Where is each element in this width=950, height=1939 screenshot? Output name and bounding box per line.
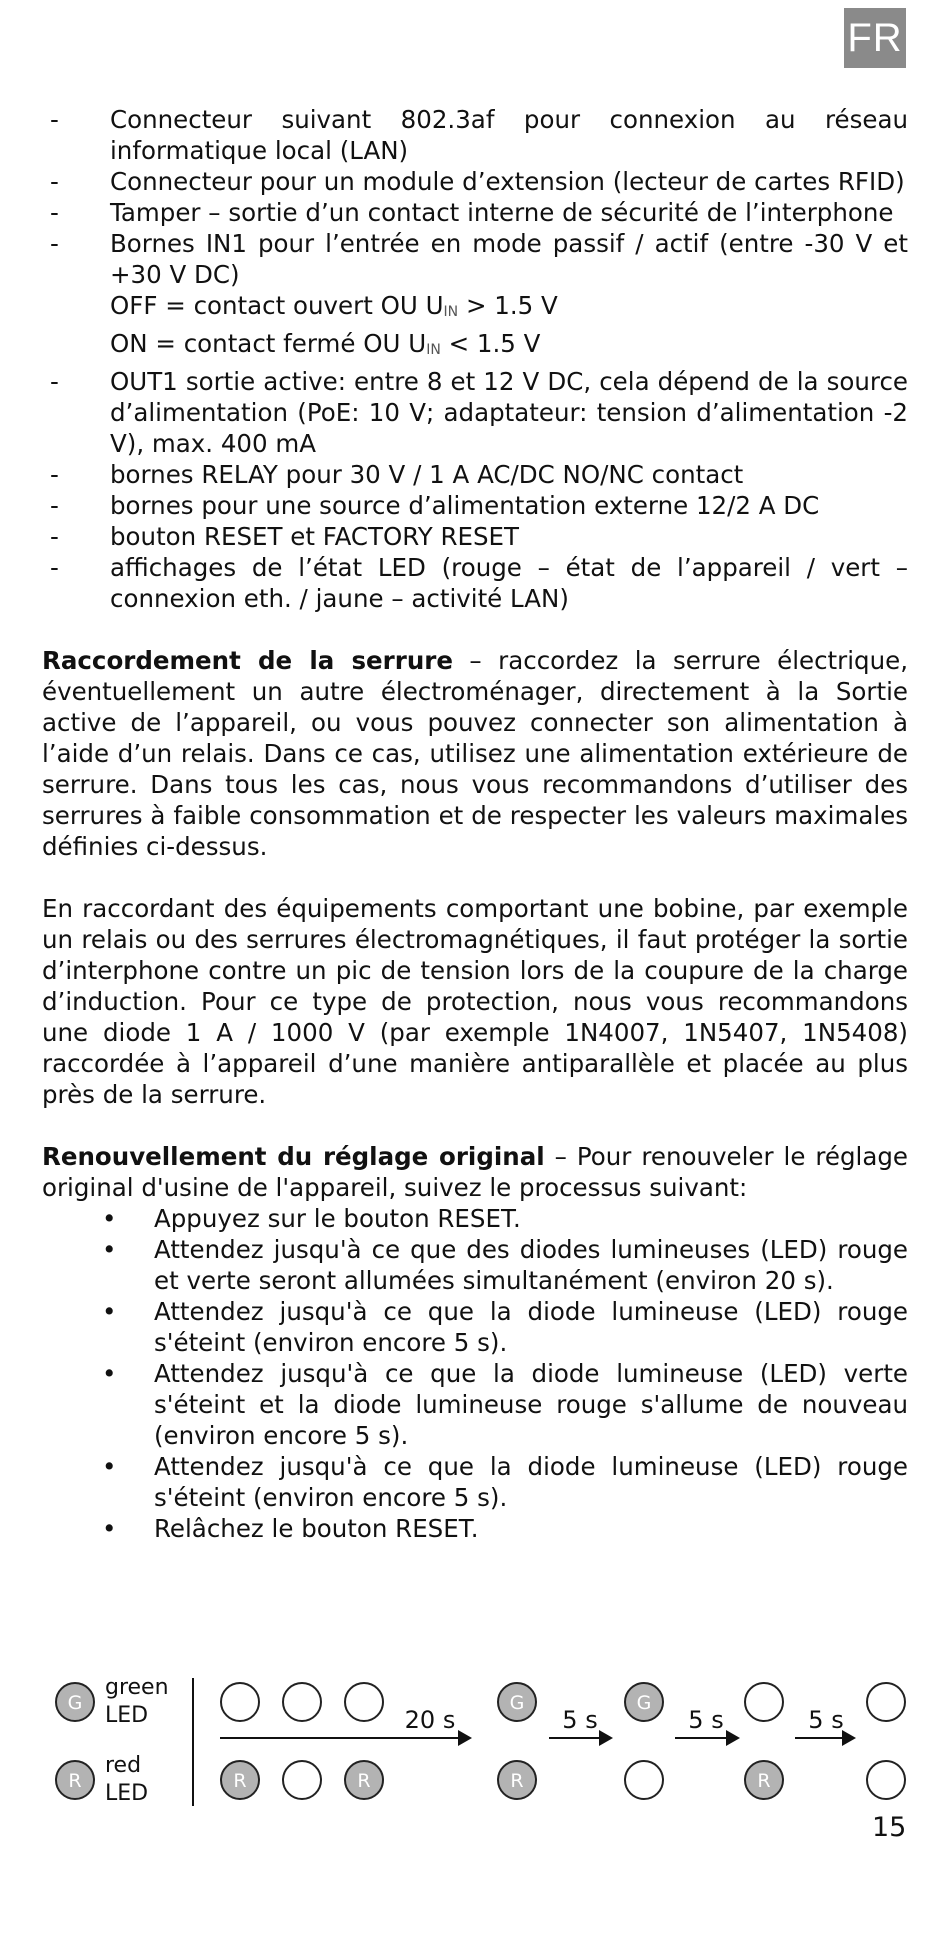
feature-text: affichages de l’état LED (rouge – état de l’appareil / vert – connexion eth. / jaune – activité LAN): [110, 553, 908, 613]
interval-label: 5 s: [688, 1706, 724, 1734]
threshold-post: < 1.5 V: [440, 329, 541, 358]
dash-marker: -: [50, 553, 59, 582]
legend-red-label: red: [105, 1753, 142, 1778]
bullet-marker: •: [102, 1297, 117, 1326]
reset-intro: – Pour renouveler le réglage original d'usine de l'appareil, suivez le processus suivant:: [42, 1142, 908, 1202]
reset-step-text: Attendez jusqu'à ce que des diodes lumineuses (LED) rouge et verte seront allumées simultanément (environ 20 s).: [154, 1235, 908, 1295]
coil-paragraph: En raccordant des équipements comportant une bobine, par exemple un relais ou des serrures électromagnétiques, il faut protéger la sortie d’interphone contre un pic de tension lors de la coupure de la charge d’induction. Pour ce type de protection, nous vous recommandons une diode 1 A / 1000 V (par exemple 1N4007, 1N5407, 1N5408) raccordée à l’appareil d’une manière antiparallèle et placée au plus près de la serrure.: [42, 894, 908, 1109]
feature-text: Connecteur pour un module d’extension (lecteur de cartes RFID): [110, 167, 905, 196]
reset-step: [98, 1203, 908, 1234]
threshold-post: > 1.5 V: [458, 291, 558, 320]
reset-step: [98, 1451, 908, 1513]
reset-step: [98, 1234, 908, 1296]
arrow-head: [599, 1730, 613, 1746]
feature-text: Connecteur suivant 802.3af pour connexion au réseau informatique local (LAN): [110, 105, 908, 165]
page-content: [42, 104, 908, 1544]
bullet-marker: •: [102, 1514, 117, 1543]
threshold-line: [110, 290, 908, 328]
feature-text: OUT1 sortie active: entre 8 et 12 V DC, cela dépend de la source d’alimentation (PoE: 10 V; adaptateur: tension d’alimentation -2 V), max. 400 mA: [110, 367, 908, 458]
reset-step-text: Relâchez le bouton RESET.: [154, 1514, 479, 1543]
led-symbol: R: [757, 1770, 771, 1792]
reset-step-text: Attendez jusqu'à ce que la diode lumineuse (LED) rouge s'éteint (environ encore 5 s).: [154, 1297, 908, 1357]
led-off: [745, 1683, 783, 1721]
reset-step-text: Attendez jusqu'à ce que la diode lumineuse (LED) verte s'éteint et la diode lumineuse rouge s'allume de nouveau (environ encore 5 s).: [154, 1359, 908, 1450]
feature-item: [42, 104, 908, 166]
threshold-line: [110, 328, 908, 366]
reset-step: [98, 1513, 908, 1544]
arrow-head: [458, 1730, 472, 1746]
dash-marker: -: [50, 460, 59, 489]
bullet-marker: •: [102, 1235, 117, 1264]
led-off: [221, 1683, 259, 1721]
led-symbol: G: [67, 1692, 83, 1714]
feature-item: [42, 521, 908, 552]
led-off: [867, 1683, 905, 1721]
dash-marker: -: [50, 229, 59, 258]
led-symbol: R: [510, 1770, 524, 1792]
reset-step: [98, 1296, 908, 1358]
interval-label: 5 s: [562, 1706, 598, 1734]
led-off: [283, 1761, 321, 1799]
led-symbol: R: [68, 1770, 82, 1792]
bullet-marker: •: [102, 1359, 117, 1388]
lock-text: – raccordez la serrure électrique, éventuellement un autre électroménager, directement à la Sortie active de l’appareil, ou vous pouvez connecter son alimentation à l’aide d’un relais. Dans ce cas, utilisez une alimentation extérieure de serrure. Dans tous les cas, nous vous recommandons d’utiliser des serrures à faible consommation et de respecter les valeurs maximales définies ci-dessus.: [42, 646, 908, 861]
lock-paragraph: [42, 645, 908, 862]
feature-item: [42, 552, 908, 614]
feature-text: bornes pour une source d’alimentation externe 12/2 A DC: [110, 491, 820, 520]
feature-item: [42, 228, 908, 366]
led-sequence-diagram: [50, 1660, 920, 1810]
dash-marker: -: [50, 167, 59, 196]
led-off: [867, 1761, 905, 1799]
dash-marker: -: [50, 522, 59, 551]
feature-text: bouton RESET et FACTORY RESET: [110, 522, 519, 551]
led-off: [345, 1683, 383, 1721]
arrow-head: [726, 1730, 740, 1746]
led-symbol: R: [233, 1770, 247, 1792]
legend-green-led-label: LED: [105, 1703, 149, 1728]
interval-label: 20 s: [404, 1706, 456, 1734]
language-badge: FR: [844, 8, 906, 68]
interval-label: 5 s: [808, 1706, 844, 1734]
feature-item: [42, 366, 908, 459]
dash-marker: -: [50, 105, 59, 134]
feature-item: [42, 166, 908, 197]
bullet-marker: •: [102, 1204, 117, 1233]
dash-marker: -: [50, 367, 59, 396]
reset-step-text: Appuyez sur le bouton RESET.: [154, 1204, 521, 1233]
bullet-marker: •: [102, 1452, 117, 1481]
reset-paragraph: [42, 1141, 908, 1203]
lock-heading: Raccordement de la serrure: [42, 646, 453, 675]
reset-step: [98, 1358, 908, 1451]
led-symbol: G: [509, 1692, 525, 1714]
reset-steps-list: [98, 1203, 908, 1544]
arrow-head: [842, 1730, 856, 1746]
subscript-in: IN: [443, 304, 459, 320]
led-diagram-svg: [50, 1660, 920, 1810]
feature-item: [42, 459, 908, 490]
threshold-pre: ON = contact fermé OU U: [110, 329, 427, 358]
led-off: [625, 1761, 663, 1799]
legend-green-label: green: [105, 1675, 169, 1700]
feature-list: [42, 104, 908, 614]
led-symbol: G: [636, 1692, 652, 1714]
feature-text: bornes RELAY pour 30 V / 1 A AC/DC NO/NC contact: [110, 460, 744, 489]
dash-marker: -: [50, 198, 59, 227]
led-symbol: R: [357, 1770, 371, 1792]
led-off: [283, 1683, 321, 1721]
threshold-pre: OFF = contact ouvert OU U: [110, 291, 444, 320]
reset-step-text: Attendez jusqu'à ce que la diode lumineuse (LED) rouge s'éteint (environ encore 5 s).: [154, 1452, 908, 1512]
feature-text: Bornes IN1 pour l’entrée en mode passif / actif (entre -30 V et +30 V DC): [110, 229, 908, 289]
feature-item: [42, 197, 908, 228]
page-number: 15: [872, 1812, 907, 1843]
legend-red-led-label: LED: [105, 1781, 149, 1806]
feature-text: Tamper – sortie d’un contact interne de sécurité de l’interphone: [110, 198, 894, 227]
reset-heading: Renouvellement du réglage original: [42, 1142, 545, 1171]
feature-item: [42, 490, 908, 521]
dash-marker: -: [50, 491, 59, 520]
subscript-in: IN: [426, 342, 441, 358]
